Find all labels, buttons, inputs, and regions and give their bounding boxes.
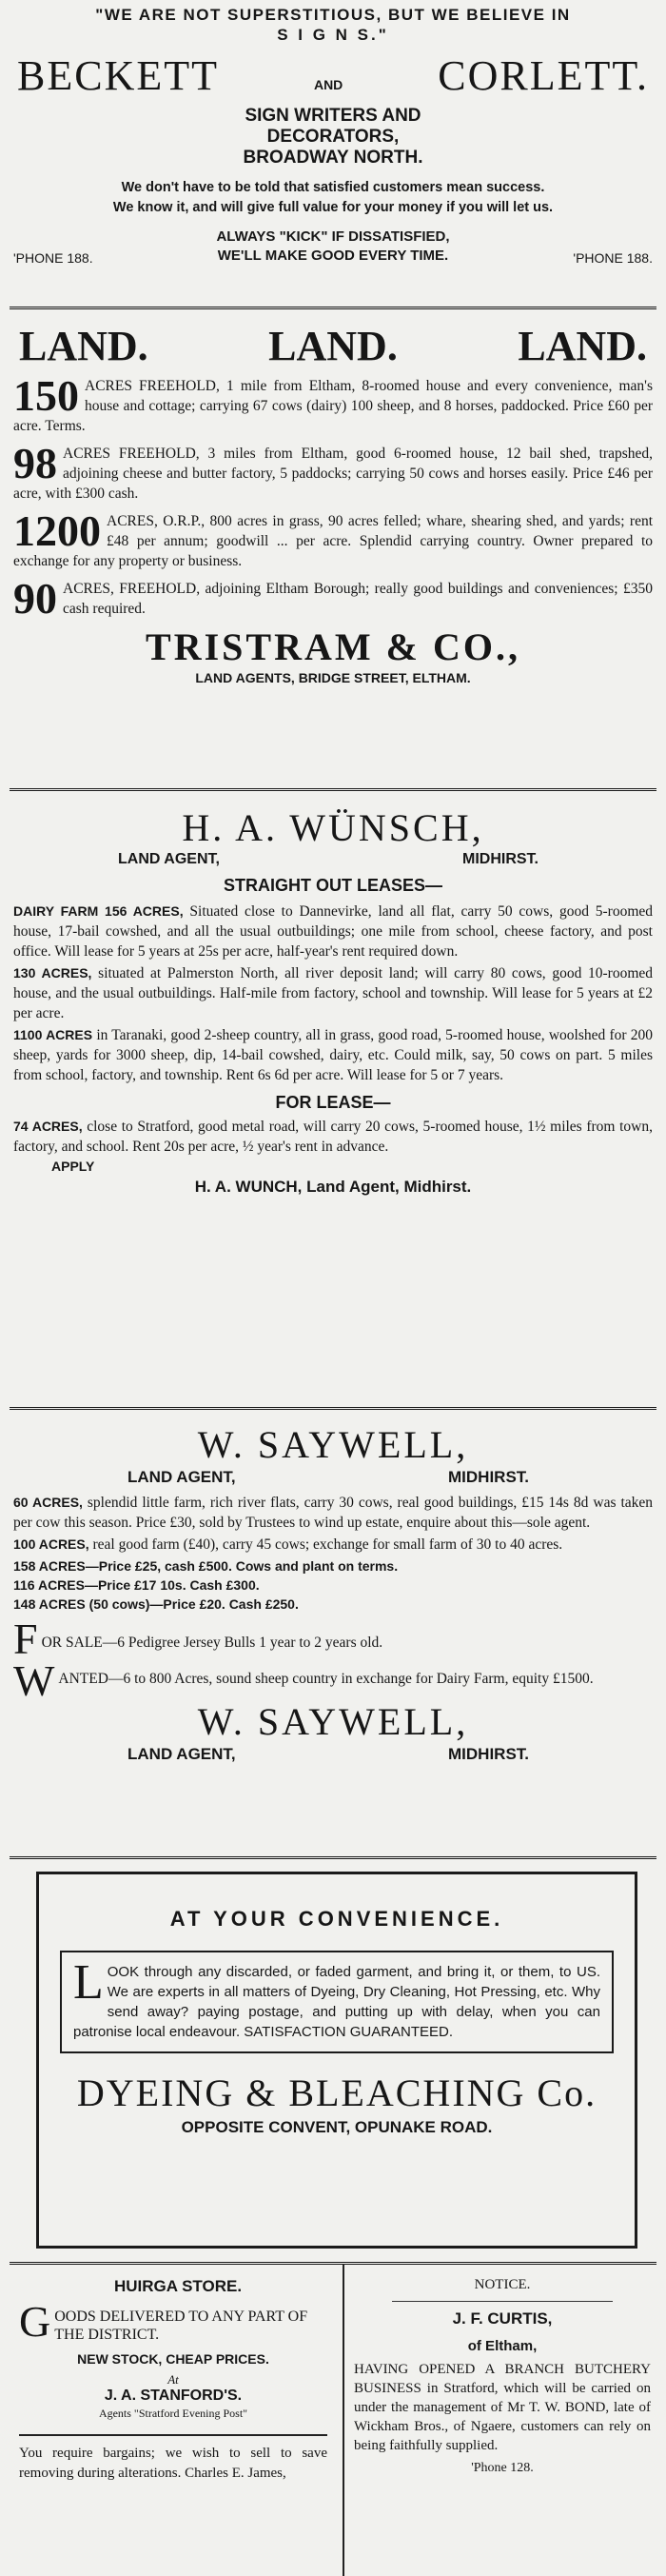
trade-line3: BROADWAY NORTH.: [243, 148, 423, 168]
saywell-town-footer: MIDHIRST.: [448, 1745, 529, 1763]
saywell-name-footer: W. SAYWELL,: [197, 1700, 469, 1743]
dyeing-firm-name: DYEING & BLEACHING Co.: [76, 2071, 597, 2114]
trade-line2: DECORATORS,: [266, 127, 400, 147]
curtis-notice-ad: [354, 2277, 651, 2476]
listing-head: 60 ACRES,: [13, 1495, 83, 1510]
listing: [13, 963, 653, 1023]
tristram-address: LAND AGENTS, BRIDGE STREET, ELTHAM.: [195, 670, 471, 685]
wunsch-name: H. A. WÜNSCH,: [182, 806, 484, 849]
listing: [13, 574, 653, 623]
listing-text: close to Stratford, good metal road, will carry 20 cows, 5-roomed house, 1½ miles from town, factory, and school. Rent 20s per acre, ½ year's rent in advance.: [13, 1119, 653, 1155]
wunsch-ad: [13, 807, 653, 1197]
tristram-firm-name: TRISTRAM & CO.,: [146, 625, 520, 668]
column-divider: [343, 2264, 344, 2576]
listing-number: 150: [13, 371, 79, 420]
wanted-notice: [13, 1656, 653, 1705]
price-line: 158 ACRES—Price £25, cash £500. Cows and plant on terms.: [13, 1558, 399, 1574]
listing-text: ACRES, O.R.P., 800 acres in grass, 90 acres felled; whare, shearing shed, and yards; rent £48 per annum; goodwill ... per acre. Splendid carrying country. Owner prepared to exchange for any property or business.: [13, 513, 653, 569]
listing: [13, 371, 653, 436]
dyeing-address: OPPOSITE CONVENT, OPUNAKE ROAD.: [181, 2118, 493, 2136]
huirga-store-ad: [19, 2277, 327, 2484]
section-heading: FOR LEASE—: [275, 1093, 391, 1112]
land-header-1: LAND.: [19, 323, 148, 369]
stanford-name: J. A. STANFORD'S.: [104, 2388, 243, 2404]
listing-text: ACRES, FREEHOLD, adjoining Eltham Borough; really good buildings and conveniences; £350 cash required.: [63, 581, 653, 617]
stanford-agents: Agents "Stratford Evening Post": [98, 2407, 248, 2420]
divider: [392, 2301, 613, 2302]
saywell-name: W. SAYWELL,: [197, 1423, 469, 1466]
divider: [10, 1407, 656, 1410]
listing-text: splendid little farm, rich river flats, carry 30 cows, real good buildings, £15 14s 8d was taken per cow this season. Price £30, sold by Trustees to wind up estate, enquire about this—sole agent.: [13, 1495, 654, 1531]
listing-text: situated at Palmerston North, all river deposit land; will carry 80 cows, good 10-roomed house, and the usual outbuildings. Half-mile from factory, school and township. Will lease for 5 years at £2 per acre.: [13, 965, 654, 1021]
listing: [13, 1025, 653, 1085]
listing-number: 1200: [13, 506, 101, 555]
saywell-town: MIDHIRST.: [448, 1468, 529, 1486]
wunsch-title: LAND AGENT,: [118, 851, 220, 867]
firm-name-corlett: CORLETT.: [438, 52, 649, 99]
bargains-text: You require bargains; we wish to sell to save removing during alterations. Charles E. James,: [19, 2446, 327, 2481]
promo-line2: We know it, and will give full value for your money if you will let us.: [112, 200, 554, 215]
trade-line1: SIGN WRITERS AND: [245, 106, 421, 126]
apply-label: APPLY: [51, 1159, 95, 1174]
new-stock-line: NEW STOCK, CHEAP PRICES.: [77, 2351, 269, 2367]
goods-delivered: [19, 2297, 327, 2346]
firm-name-beckett: BECKETT: [17, 52, 219, 99]
listing-head: DAIRY FARM 156 ACRES,: [13, 903, 184, 919]
drop-cap: G: [19, 2297, 51, 2346]
listing-text: in Taranaki, good 2-sheep country, all in grass, good road, 5-roomed house, woolshed for 200 sheep, yards for 3000 sheep, dip, 14-bail cowshed, dairy, etc. Could milk, say, 50 cows on part. 5 miles from school, factory, and township. Rent 6s 6d per acre. Will lease for 5 or 7 years.: [13, 1027, 654, 1083]
listing: [13, 506, 653, 571]
wanted-text: ANTED—6 to 800 Acres, sound sheep country in exchange for Dairy Farm, equity £1500.: [58, 1671, 594, 1687]
curtis-place: of Eltham,: [467, 2338, 538, 2354]
divider: [19, 2434, 327, 2436]
promo-line1: We don't have to be told that satisfied customers mean success.: [121, 180, 545, 195]
huirga-title: HUIRGA STORE.: [113, 2277, 243, 2295]
listing-head: 100 ACRES,: [13, 1536, 89, 1552]
price-line: 116 ACRES—Price £17 10s. Cash £300.: [13, 1577, 260, 1593]
curtis-name: J. F. CURTIS,: [452, 2309, 553, 2328]
saywell-title: LAND AGENT,: [127, 1468, 236, 1486]
dyeing-body-box: [60, 1951, 614, 2053]
phone-right: 'PHONE 188.: [573, 250, 653, 266]
listing-text: ACRES FREEHOLD, 3 miles from Eltham, good 6-roomed house, 12 bail shed, trapshed, adjoining cheese and butter factory, 5 paddocks; carrying 50 cows and horses easily. Price £46 per acre, with £300 cash.: [13, 446, 653, 502]
for-sale-notice: [13, 1615, 653, 1663]
drop-cap: W: [13, 1656, 55, 1705]
curtis-body: HAVING OPENED A BRANCH BUTCHERY BUSINESS in Stratford, which will be carried on under the management of Mr T. W. BOND, late of Wickham Bros., of Ngaere, customers can rely on being faithfully supplied.: [354, 2362, 651, 2453]
at-label: At: [167, 2372, 179, 2387]
tristram-land-ad: [13, 322, 653, 685]
guarantee-line1: ALWAYS "KICK" IF DISSATISFIED,: [216, 228, 450, 245]
wunsch-signoff: H. A. WUNCH, Land Agent, Midhirst.: [194, 1178, 472, 1196]
dyeing-body-text: OOK through any discarded, or faded garment, and bring it, or them, to US. We are experts in all matters of Dyeing, Dry Cleaning, Hot Pressing, etc. Why send away? paying postage, and putting up with delay, when you can patronise local endeavour. SATISFACTION GUARANTEED.: [73, 1964, 600, 2040]
section-heading: STRAIGHT OUT LEASES—: [223, 876, 442, 895]
listing: [13, 1535, 653, 1555]
listing-number: 90: [13, 574, 57, 623]
listing-head: 130 ACRES,: [13, 965, 92, 981]
drop-cap: L: [73, 1955, 104, 2010]
dyeing-bleaching-ad: [36, 1872, 637, 2249]
listing-number: 98: [13, 439, 57, 487]
listing-text: ACRES FREEHOLD, 1 mile from Eltham, 8-roomed house and every convenience, man's house and cottage; carrying 67 cows (dairy) 100 sheep, and 8 horses, paddocked. Price £60 per acre. Terms.: [13, 378, 653, 434]
listing-text: real good farm (£40), carry 45 cows; exchange for small farm of 30 to 40 acres.: [92, 1536, 563, 1553]
listing: [13, 439, 653, 504]
divider: [10, 307, 656, 309]
land-header-3: LAND.: [518, 323, 647, 369]
firm-name-and: AND: [313, 77, 343, 92]
beckett-corlett-ad: [13, 6, 653, 266]
divider: [10, 788, 656, 791]
land-header-2: LAND.: [268, 323, 398, 369]
price-line: 148 ACRES (50 cows)—Price £20. Cash £250.: [13, 1596, 299, 1612]
divider: [10, 2262, 656, 2265]
listing: [13, 1493, 653, 1533]
listing: [13, 1117, 653, 1157]
saywell-title-footer: LAND AGENT,: [127, 1745, 236, 1763]
convenience-header: AT YOUR CONVENIENCE.: [169, 1907, 504, 1931]
saywell-ad: [13, 1424, 653, 1764]
listing-text: Situated close to Dannevirke, land all flat, carry 50 cows, good 5-roomed house, 17-bail cowshed, and all the usual outbuildings; one mile from school, cheese factory, and post office. Will lease for 5 years at 25s per acre, half-year's rent required down.: [13, 903, 653, 960]
drop-cap: F: [13, 1615, 38, 1663]
slogan-line2: S I G N S.": [277, 26, 389, 44]
phone-left: 'PHONE 188.: [13, 250, 93, 266]
notice-label: NOTICE.: [474, 2277, 531, 2292]
slogan-line1: "WE ARE NOT SUPERSTITIOUS, BUT WE BELIEVE IN: [95, 6, 571, 24]
goods-text: OODS DELIVERED TO ANY PART OF THE DISTRICT.: [54, 2308, 308, 2343]
listing: [13, 902, 653, 961]
guarantee-line2: WE'LL MAKE GOOD EVERY TIME.: [217, 248, 449, 264]
curtis-phone: 'Phone 128.: [471, 2461, 534, 2475]
for-sale-text: OR SALE—6 Pedigree Jersey Bulls 1 year to 2 years old.: [41, 1635, 383, 1651]
wunsch-town: MIDHIRST.: [462, 851, 539, 867]
listing-head: 1100 ACRES: [13, 1027, 93, 1042]
divider: [10, 1856, 656, 1859]
listing-head: 74 ACRES,: [13, 1119, 83, 1134]
